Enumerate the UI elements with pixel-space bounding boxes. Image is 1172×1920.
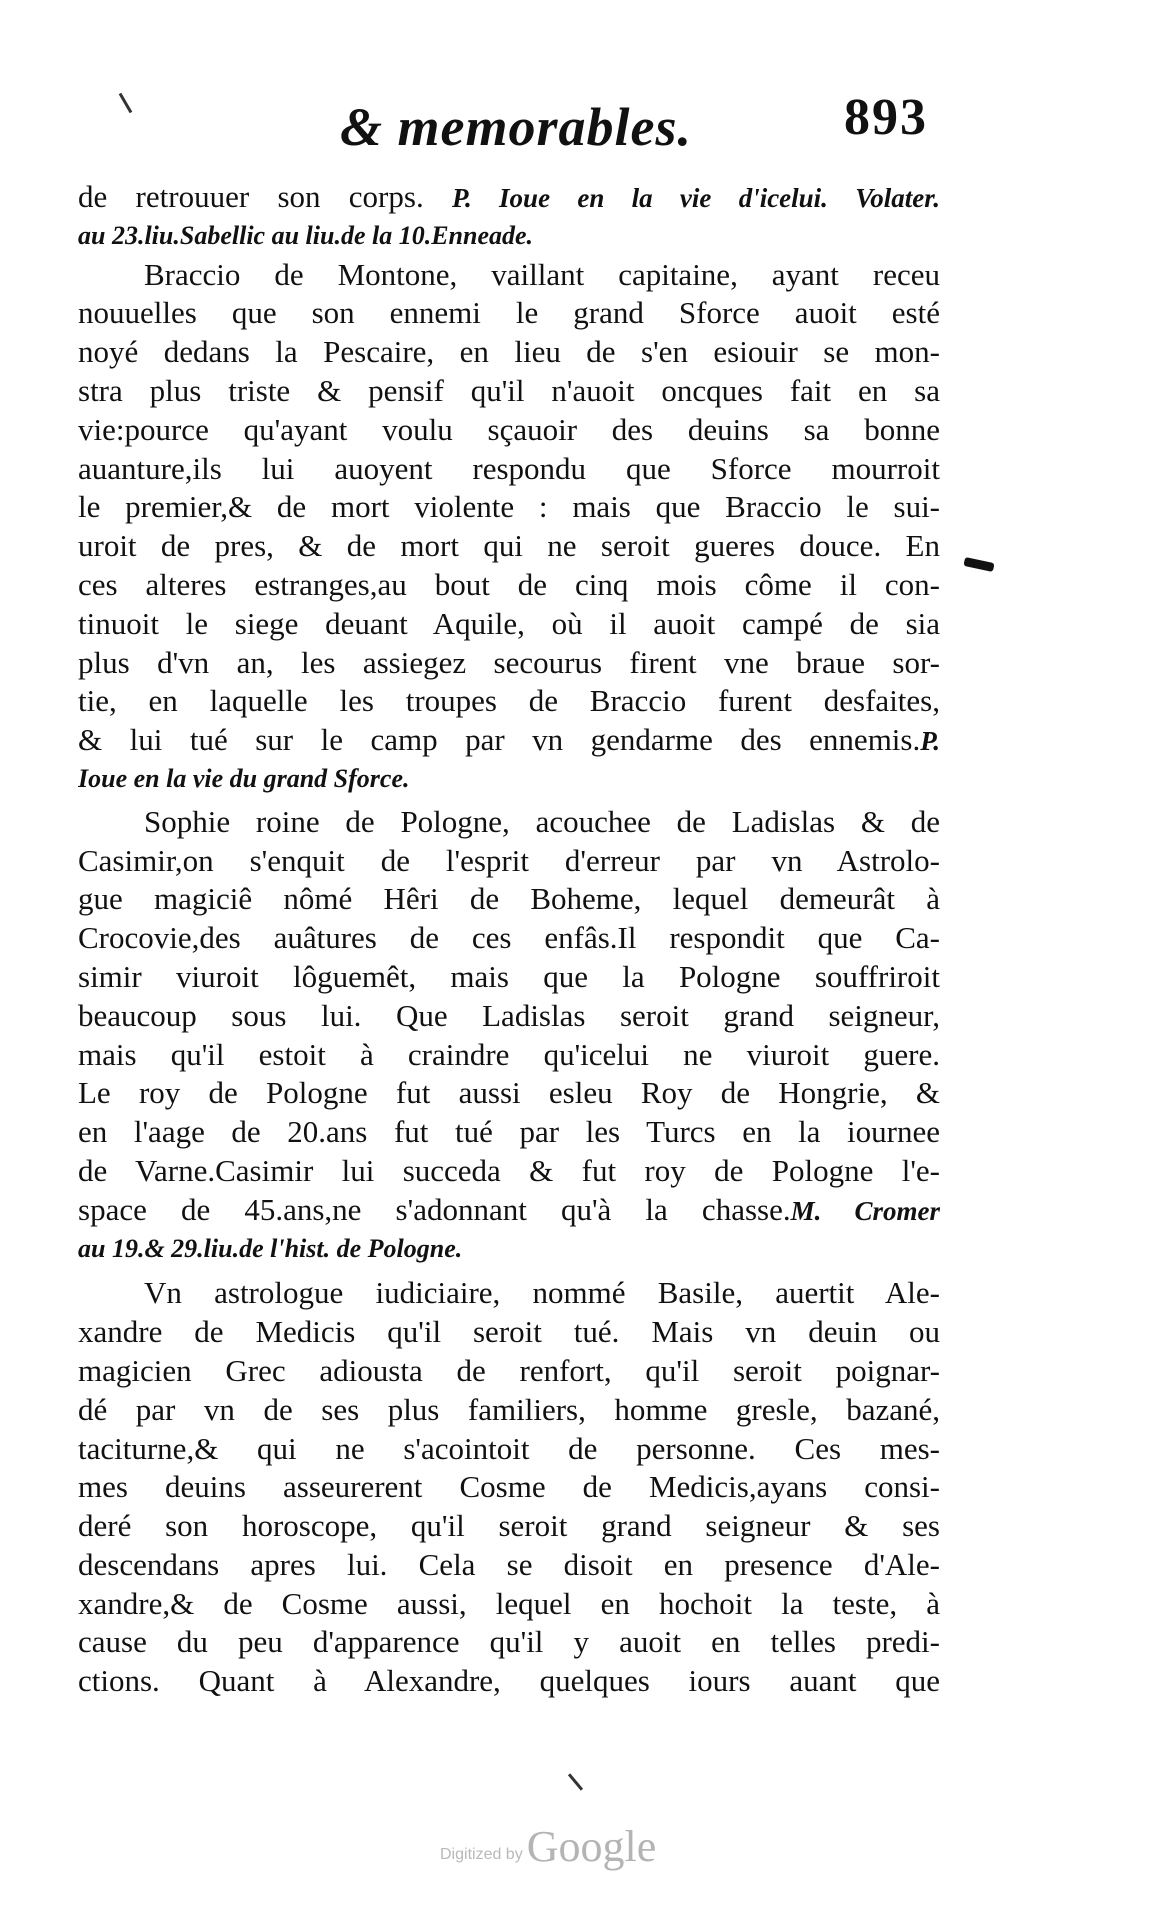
text-line: ces alteres estranges,au bout de cinq mois côme il con-	[78, 566, 940, 602]
text-line: ctions. Quant à Alexandre, quelques iours auant que	[78, 1663, 940, 1699]
text-line: mes deuins asseurerent Cosme de Medicis,ayans consi-	[78, 1469, 940, 1505]
digitization-watermark	[440, 1822, 656, 1872]
text-line: magicien Grec adiousta de renfort, qu'il seroit poignar-	[78, 1352, 940, 1388]
text-line	[78, 721, 940, 760]
text-line: simir viuroit lôguemêt, mais que la Pologne souffriroit	[78, 958, 940, 994]
google-logo: Google	[526, 1822, 657, 1871]
text-line: Braccio de Montone, vaillant capitaine, ayant receu	[144, 256, 940, 292]
text-line: deré son horoscope, qu'il seroit grand seigneur & ses	[78, 1508, 940, 1544]
text-line: mais qu'il estoit à craindre qu'icelui ne viuroit guere.	[78, 1036, 940, 1072]
text-line: noyé dedans la Pescaire, en lieu de s'en esiouir se mon-	[78, 334, 940, 370]
text-line: tie, en laquelle les troupes de Braccio furent desfaites,	[78, 683, 940, 719]
text-line: de Varne.Casimir lui succeda & fut roy de Pologne l'e-	[78, 1152, 940, 1188]
margin-ink-mark	[963, 557, 994, 572]
citation-line: au 23.liu.Sabellic au liu.de la 10.Enneade.	[78, 220, 534, 250]
text-line: Vn astrologue iudiciaire, nommé Basile, auertit Ale-	[144, 1275, 940, 1311]
page-header	[78, 88, 938, 160]
text-line: uroit de pres, & de mort qui ne seroit gueres douce. En	[78, 528, 940, 564]
text-line: descendans apres lui. Cela se disoit en presence d'Ale-	[78, 1546, 940, 1582]
text-line: en l'aage de 20.ans fut tué par les Turcs en la iournee	[78, 1114, 940, 1150]
running-title: & memorables.	[340, 97, 692, 157]
text-line: nouuelles que son ennemi le grand Sforce auoit esté	[78, 295, 940, 331]
citation: P. Ioue en la vie d'icelui. Volater.	[452, 183, 940, 213]
body-text	[78, 178, 940, 1701]
text-line: plus d'vn an, les assiegez secourus firent vne braue sor-	[78, 644, 940, 680]
text-line: cause du peu d'apparence qu'il y auoit en telles predi-	[78, 1624, 940, 1660]
text-span: space de 45.ans,ne s'adonnant qu'à la chasse.	[78, 1191, 791, 1227]
citation: P.	[920, 726, 940, 757]
text-line: vie:pource qu'ayant voulu sçauoir des deuins sa bonne	[78, 411, 940, 447]
text-line: tinuoit le siege deuant Aquile, où il auoit campé de sia	[78, 605, 940, 641]
text-line: xandre de Medicis qu'il seroit tué. Mais vn deuin ou	[78, 1314, 940, 1350]
text-span: de retrouuer son corps.	[78, 179, 424, 214]
text-line	[78, 178, 940, 217]
text-line: auanture,ils lui auoyent respondu que Sforce mourroit	[78, 450, 940, 486]
text-line: le premier,& de mort violente : mais que Braccio le sui-	[78, 489, 940, 525]
text-line: stra plus triste & pensif qu'il n'auoit oncques fait en sa	[78, 372, 940, 408]
text-line: beaucoup sous lui. Que Ladislas seroit grand seigneur,	[78, 997, 940, 1033]
text-line: taciturne,& qui ne s'acointoit de personne. Ces mes-	[78, 1430, 940, 1466]
text-line: Le roy de Pologne fut aussi esleu Roy de Hongrie, &	[78, 1075, 940, 1111]
text-line	[78, 1191, 940, 1230]
page-number: 893	[844, 89, 928, 146]
text-line: Casimir,on s'enquit de l'esprit d'erreur par vn Astrolo-	[78, 842, 940, 878]
text-line: Sophie roine de Pologne, acouchee de Ladislas & de	[144, 803, 940, 839]
text-line: Crocovie,des auâtures de ces enfâs.Il respondit que Ca-	[78, 920, 940, 956]
citation: M. Cromer	[790, 1195, 940, 1226]
citation-line: Ioue en la vie du grand Sforce.	[78, 763, 410, 793]
digitized-by-label: Digitized by	[440, 1846, 523, 1863]
text-span: & lui tué sur le camp par vn gendarme des ennemis.	[78, 722, 921, 758]
text-line: gue magiciê nômé Hêri de Boheme, lequel demeurât à	[78, 881, 940, 917]
citation-line: au 19.& 29.liu.de l'hist. de Pologne.	[78, 1233, 463, 1263]
text-line: dé par vn de ses plus familiers, homme gresle, bazané,	[78, 1391, 940, 1427]
text-line: xandre,& de Cosme aussi, lequel en hochoit la teste, à	[78, 1585, 940, 1621]
ink-mark	[568, 1773, 583, 1790]
